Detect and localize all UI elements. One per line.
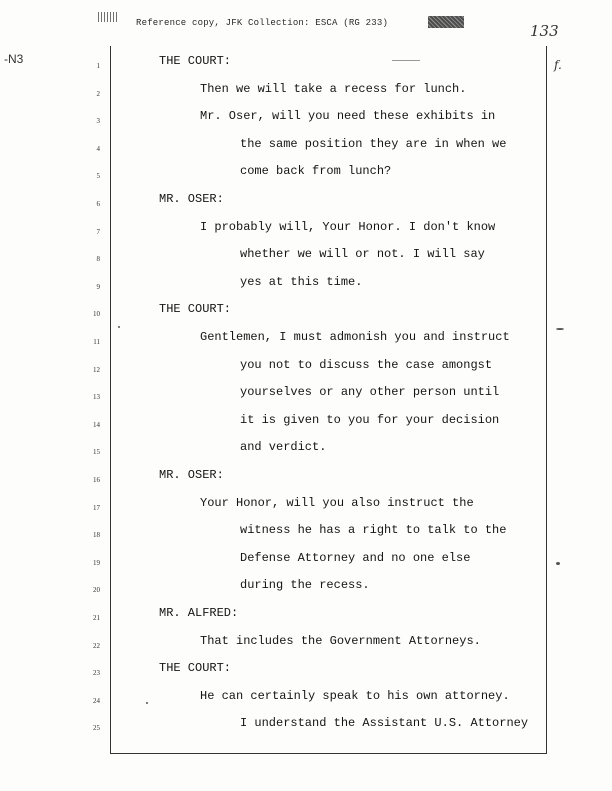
- scan-artifact: [556, 562, 560, 565]
- transcript-line: yourselves or any other person until: [240, 385, 500, 399]
- left-margin-rule: [110, 46, 111, 754]
- transcript-line: That includes the Government Attorneys.: [200, 634, 481, 648]
- line-number: 8: [96, 255, 100, 263]
- line-number: 11: [93, 338, 100, 346]
- header-stamp-mark: [98, 12, 118, 22]
- line-number: 5: [96, 172, 100, 180]
- right-margin-mark: f.: [554, 58, 562, 72]
- transcript-line: He can certainly speak to his own attorney.: [200, 689, 510, 703]
- line-number: 4: [96, 145, 100, 153]
- line-number: 2: [96, 90, 100, 98]
- line-number: 7: [96, 228, 100, 236]
- line-number: 19: [93, 559, 100, 567]
- line-number: 23: [93, 669, 100, 677]
- transcript-line: Then we will take a recess for lunch.: [200, 82, 467, 96]
- line-number: 25: [93, 724, 100, 732]
- line-number: 15: [93, 448, 100, 456]
- line-number: 9: [96, 283, 100, 291]
- line-number: 3: [96, 117, 100, 125]
- line-number: 21: [93, 614, 100, 622]
- redaction-stamp: [428, 16, 464, 28]
- transcript-line: come back from lunch?: [240, 164, 392, 178]
- scan-artifact: [146, 702, 148, 704]
- line-number: 18: [93, 531, 100, 539]
- line-number: 17: [93, 504, 100, 512]
- line-number: 10: [93, 310, 100, 318]
- speaker-label: THE COURT:: [159, 54, 232, 68]
- right-margin-rule: [546, 46, 547, 754]
- margin-code: -N3: [4, 52, 24, 66]
- transcript-line: Your Honor, will you also instruct the: [200, 496, 474, 510]
- speaker-label: THE COURT:: [159, 302, 232, 316]
- reference-header: Reference copy, JFK Collection: ESCA (RG 233): [136, 18, 389, 28]
- transcript-line: witness he has a right to talk to the: [240, 523, 507, 537]
- transcript-line: Mr. Oser, will you need these exhibits in: [200, 109, 496, 123]
- scan-artifact: [118, 326, 120, 328]
- transcript-line: whether we will or not. I will say: [240, 247, 485, 261]
- line-number: 13: [93, 393, 100, 401]
- transcript-line: I probably will, Your Honor. I don't know: [200, 220, 496, 234]
- transcript-line: yes at this time.: [240, 275, 363, 289]
- speaker-label: MR. ALFRED:: [159, 606, 239, 620]
- line-number: 1: [96, 62, 100, 70]
- transcript-line: Gentlemen, I must admonish you and instruct: [200, 330, 510, 344]
- line-number: 24: [93, 697, 100, 705]
- scan-artifact: [556, 328, 564, 330]
- line-number: 14: [93, 421, 100, 429]
- line-number: 6: [96, 200, 100, 208]
- bottom-margin-rule: [110, 753, 547, 754]
- speaker-label: MR. OSER:: [159, 192, 224, 206]
- speaker-label: MR. OSER:: [159, 468, 224, 482]
- transcript-line: Defense Attorney and no one else: [240, 551, 471, 565]
- transcript-line: and verdict.: [240, 440, 327, 454]
- speaker-label: THE COURT:: [159, 661, 232, 675]
- transcript-line: during the recess.: [240, 578, 370, 592]
- transcript-line: you not to discuss the case amongst: [240, 358, 493, 372]
- handwritten-page-number: 133: [530, 22, 559, 40]
- line-number: 12: [93, 366, 100, 374]
- scan-artifact: [392, 60, 420, 61]
- transcript-line: the same position they are in when we: [240, 137, 507, 151]
- line-number: 16: [93, 476, 100, 484]
- transcript-line: it is given to you for your decision: [240, 413, 500, 427]
- line-number: 22: [93, 642, 100, 650]
- line-number: 20: [93, 586, 100, 594]
- transcript-line: I understand the Assistant U.S. Attorney: [240, 716, 529, 730]
